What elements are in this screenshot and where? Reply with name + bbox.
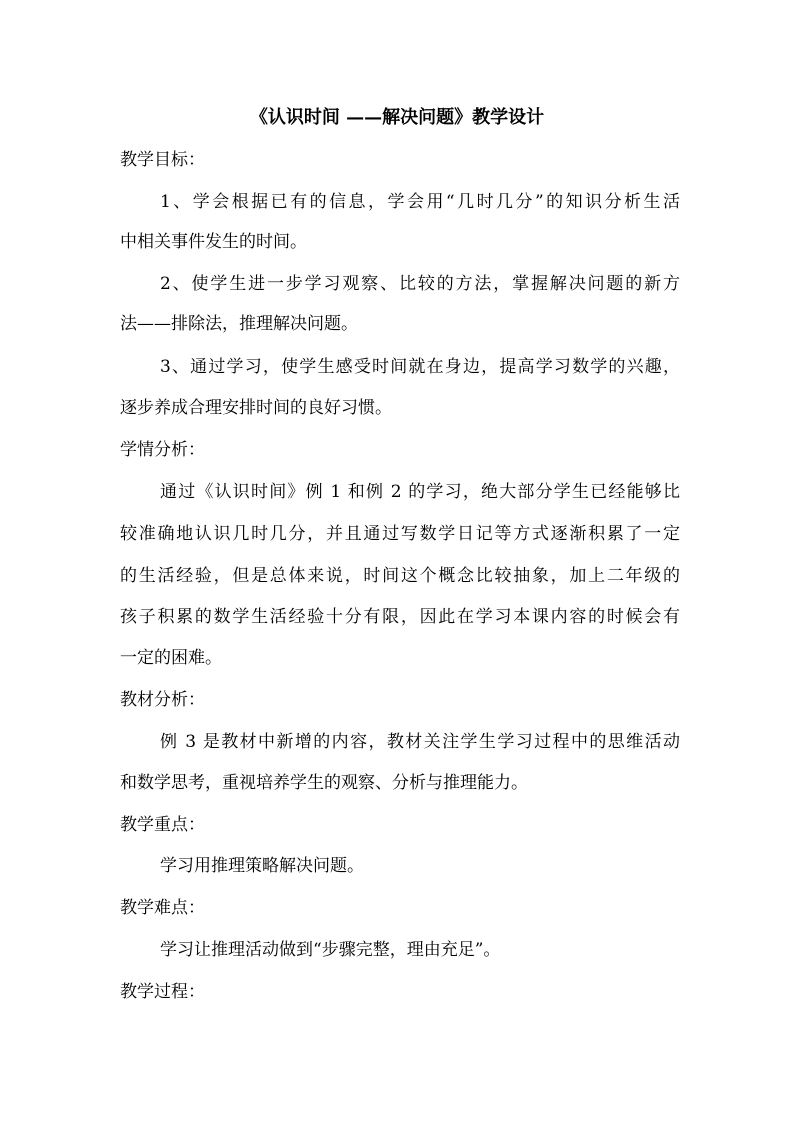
objective-1-line-1: 1、学会根据已有的信息，学会用“几时几分”的知识分析生活 xyxy=(160,192,680,212)
process-heading: 教学过程： xyxy=(120,982,205,1002)
material-line-1: 例 3 是教材中新增的内容，教材关注学生学习过程中的思维活动 xyxy=(160,732,680,752)
difficulty-heading: 教学难点： xyxy=(120,898,205,918)
material-heading: 教材分析： xyxy=(120,690,205,710)
learner-line-1: 通过《认识时间》例 1 和例 2 的学习，绝大部分学生已经能够比 xyxy=(160,482,680,502)
key-heading: 教学重点： xyxy=(120,815,205,835)
material-line-2: 和数学思考，重视培养学生的观察、分析与推理能力。 xyxy=(120,773,528,793)
key-line-1: 学习用推理策略解决问题。 xyxy=(160,856,364,876)
objectives-heading: 教学目标： xyxy=(120,150,205,170)
learner-line-5: 一定的困难。 xyxy=(120,648,222,668)
learner-heading: 学情分析： xyxy=(120,440,205,460)
difficulty-line-1: 学习让推理活动做到“步骤完整，理由充足”。 xyxy=(160,940,501,960)
document-title: 《认识时间 ——解决问题》教学设计 xyxy=(249,107,545,128)
learner-line-2: 较准确地认识几时几分，并且通过写数学日记等方式逐渐积累了一定 xyxy=(120,524,680,544)
learner-line-4: 孩子积累的数学生活经验十分有限，因此在学习本课内容的时候会有 xyxy=(120,607,680,627)
objective-1-line-2: 中相关事件发生的时间。 xyxy=(120,232,307,252)
objective-3-line-1: 3、通过学习，使学生感受时间就在身边，提高学习数学的兴趣， xyxy=(160,357,680,377)
learner-line-3: 的生活经验，但是总体来说，时间这个概念比较抽象，加上二年级的 xyxy=(120,566,680,586)
objective-2-line-1: 2、使学生进一步学习观察、比较的方法，掌握解决问题的新方 xyxy=(160,274,680,294)
objective-3-line-2: 逐步养成合理安排时间的良好习惯。 xyxy=(120,398,392,418)
objective-2-line-2: 法——排除法，推理解决问题。 xyxy=(120,314,358,334)
